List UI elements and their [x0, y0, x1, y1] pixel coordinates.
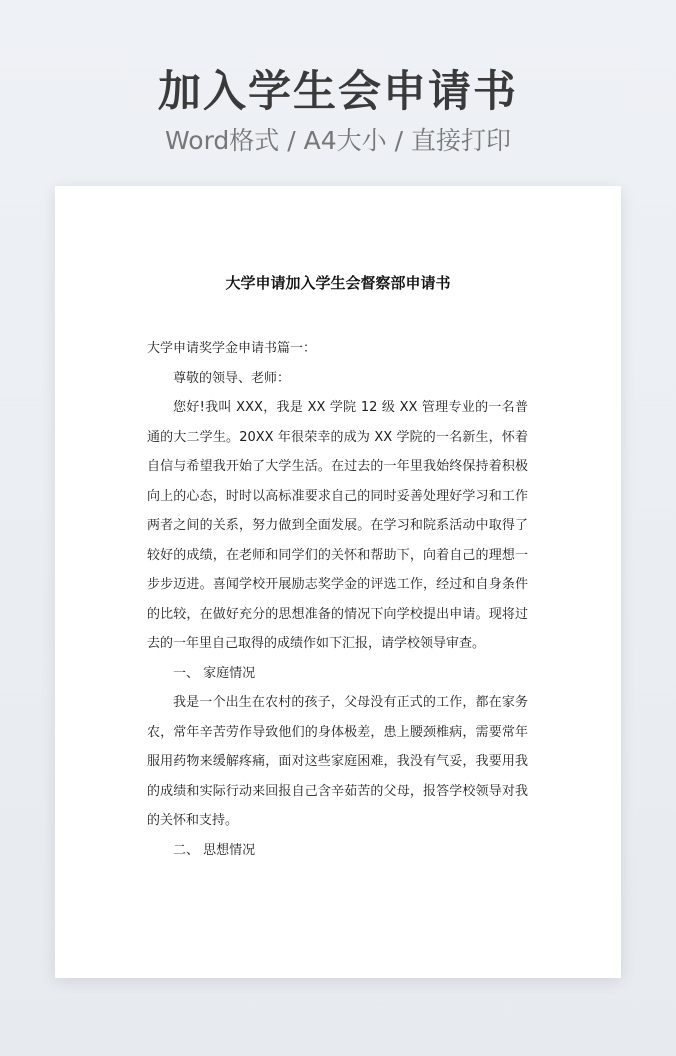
page-header	[0, 62, 676, 158]
document-page	[55, 186, 621, 978]
paragraph-family: 我是一个出生在农村的孩子，父母没有正式的工作，都在家务农，常年辛苦劳作导致他们的身体极差，患上腰颈椎病，需要常年服用药物来缓解疼痛，面对这些家庭困难，我没有气妥，我要用我的成绩和实际行动来回报自己含辛茹苦的父母，报答学校领导对我的关怀和支持。	[147, 695, 528, 828]
document-body	[147, 334, 528, 865]
heading-family: 一、 家庭情况	[173, 665, 256, 681]
page-title: 加入学生会申请书	[158, 67, 518, 117]
paragraph-intro: 您好!我叫 XXX，我是 XX 学院 12 级 XX 管理专业的一名普通的大二学生。20XX 年很荣幸的成为 XX 学院的一名新生，怀着自信与希望我开始了大学生活。在过去的一年里我始终保持着积极向上的心态，时时以高标准要求自己的同时妥善处理好学习和工作两者之间的关系，努力做到全面发展。在学习和院系活动中取得了较好的成绩，在老师和同学们的关怀和帮助下，向着自己的理想一步步迈进。喜闻学校开展励志奖学金的评选工作，经过和自身条件的比较，在做好充分的思想准备的情况下向学校提出申请。现将过去的一年里自己取得的成绩作如下汇报，请学校领导审查。	[147, 400, 528, 651]
document-title: 大学申请加入学生会督察部申请书	[225, 274, 451, 292]
salutation: 尊敬的领导、老师：	[173, 370, 291, 386]
heading-thought: 二、 思想情况	[173, 842, 256, 858]
page-subtitle: Word格式 / A4大小 / 直接打印	[165, 126, 511, 155]
section-heading: 大学申请奖学金申请书篇一：	[147, 341, 317, 356]
